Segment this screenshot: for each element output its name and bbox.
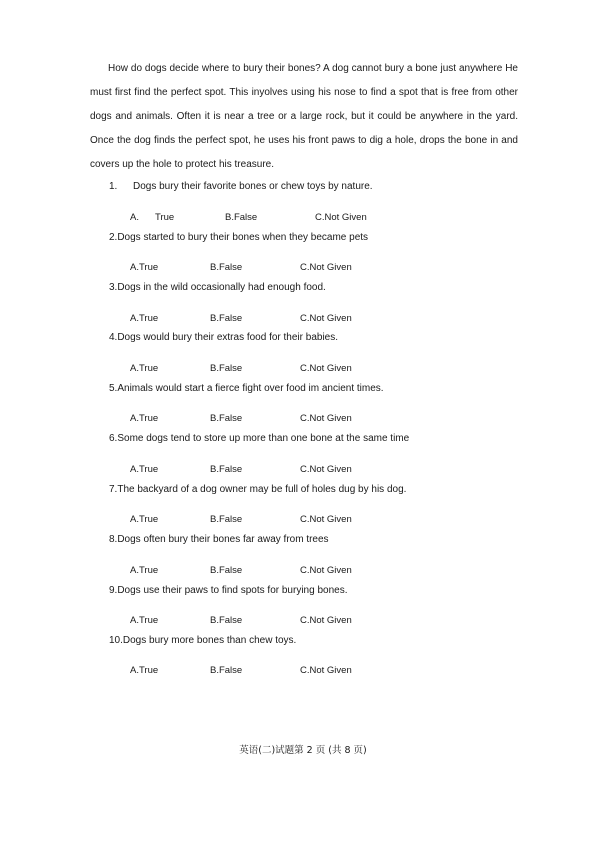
option-a-letter[interactable]: A. [130, 212, 139, 223]
option-a-text[interactable]: True [155, 212, 175, 223]
option-c[interactable]: C.Not Given [300, 363, 352, 374]
question-text: 2.Dogs started to bury their bones when they became pets [109, 232, 369, 243]
option-b[interactable]: B.False [210, 565, 243, 576]
option-b[interactable]: B.False [210, 313, 243, 324]
question-10-options [130, 664, 430, 678]
question-text: 4.Dogs would bury their extras food for their babies. [109, 332, 339, 343]
passage-text: How do dogs decide where to bury their bones? A dog cannot bury a bone just anywhere He must first find the perfect spot. This inyolves using his nose to find a spot that is free from other dogs and animals. Often it is near a tree or a large rock, but it could be anywhere in the yard. Once the dog finds the perfect spot, he uses his front paws to dig a hole, drops the bone in and covers up the hole to protect his treasure. [90, 63, 518, 170]
option-c[interactable]: C.Not Given [300, 413, 352, 424]
question-6 [109, 432, 409, 446]
question-6-options [130, 463, 430, 477]
question-2 [109, 231, 368, 245]
question-3-options [130, 312, 430, 326]
question-text: 3.Dogs in the wild occasionally had enough food. [109, 282, 326, 293]
question-7-options [130, 513, 430, 527]
question-text: Dogs bury their favorite bones or chew toys by nature. [133, 181, 373, 192]
option-c[interactable]: C.Not Given [300, 514, 352, 525]
option-a[interactable]: A.True [130, 665, 159, 676]
question-text: 5.Animals would start a fierce fight over food im ancient times. [109, 383, 384, 394]
option-c[interactable]: C.Not Given [315, 212, 367, 223]
question-text: 7.The backyard of a dog owner may be full of holes dug by his dog. [109, 484, 407, 495]
option-b[interactable]: B.False [210, 615, 243, 626]
question-text: 10.Dogs bury more bones than chew toys. [109, 635, 297, 646]
question-3 [109, 281, 326, 295]
question-5-options [130, 412, 430, 426]
option-c[interactable]: C.Not Given [300, 313, 352, 324]
question-8 [109, 533, 329, 547]
option-a[interactable]: A.True [130, 262, 159, 273]
question-text: 9.Dogs use their paws to find spots for burying bones. [109, 585, 348, 596]
question-4 [109, 331, 338, 345]
question-4-options [130, 362, 430, 376]
question-text: 8.Dogs often bury their bones far away from trees [109, 534, 329, 545]
reading-passage [90, 57, 518, 177]
question-9-options [130, 614, 430, 628]
option-c[interactable]: C.Not Given [300, 262, 352, 273]
option-a[interactable]: A.True [130, 565, 159, 576]
option-b[interactable]: B.False [225, 212, 258, 223]
option-b[interactable]: B.False [210, 464, 243, 475]
option-c[interactable]: C.Not Given [300, 665, 352, 676]
question-number: 1. [109, 181, 118, 192]
question-text: 6.Some dogs tend to store up more than one bone at the same time [109, 433, 410, 444]
question-9 [109, 584, 347, 598]
option-c[interactable]: C.Not Given [300, 615, 352, 626]
question-2-options [130, 261, 430, 275]
option-b[interactable]: B.False [210, 363, 243, 374]
option-a[interactable]: A.True [130, 363, 159, 374]
option-b[interactable]: B.False [210, 514, 243, 525]
option-c[interactable]: C.Not Given [300, 464, 352, 475]
option-b[interactable]: B.False [210, 665, 243, 676]
question-10 [109, 634, 296, 648]
question-8-options [130, 564, 430, 578]
question-7 [109, 483, 406, 497]
option-a[interactable]: A.True [130, 615, 159, 626]
option-c[interactable]: C.Not Given [300, 565, 352, 576]
option-a[interactable]: A.True [130, 514, 159, 525]
option-a[interactable]: A.True [130, 313, 159, 324]
option-b[interactable]: B.False [210, 262, 243, 273]
option-b[interactable]: B.False [210, 413, 243, 424]
question-1 [109, 180, 373, 194]
page-footer: 英语(二)试题第 2 页 (共 8 页) [239, 745, 367, 756]
option-a[interactable]: A.True [130, 413, 159, 424]
question-5 [109, 382, 384, 396]
option-a[interactable]: A.True [130, 464, 159, 475]
question-1-options [130, 211, 430, 225]
